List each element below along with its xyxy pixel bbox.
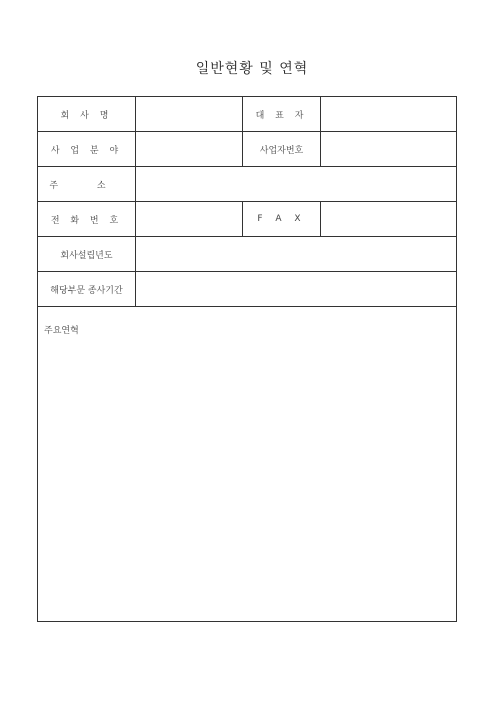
company-name-label: 회 사 명	[38, 97, 136, 132]
form-row-company	[38, 97, 457, 132]
business-field-field[interactable]	[136, 132, 243, 167]
form-row-address	[38, 167, 457, 202]
department-period-field[interactable]	[136, 272, 457, 307]
business-reg-no-label: 사업자번호	[243, 132, 321, 167]
fax-field[interactable]	[321, 202, 457, 237]
address-label: 주 소	[38, 167, 136, 202]
department-period-label: 해당부문 종사기간	[38, 272, 136, 307]
form-row-founding	[38, 237, 457, 272]
business-reg-no-field[interactable]	[321, 132, 457, 167]
document-title: 일반현황 및 연혁	[195, 61, 309, 77]
general-status-form	[37, 96, 457, 622]
form-row-department	[38, 272, 457, 307]
founding-year-field[interactable]	[136, 237, 457, 272]
founding-year-label: 회사설립년도	[38, 237, 136, 272]
business-field-label: 사 업 분 야	[38, 132, 136, 167]
phone-label: 전 화 번 호	[38, 202, 136, 237]
history-cell[interactable]	[38, 307, 457, 622]
representative-field[interactable]	[321, 97, 457, 132]
representative-label: 대 표 자	[243, 97, 321, 132]
company-name-field[interactable]	[136, 97, 243, 132]
form-row-business	[38, 132, 457, 167]
history-label: 주요연혁	[44, 326, 79, 336]
address-field[interactable]	[136, 167, 457, 202]
phone-field[interactable]	[136, 202, 243, 237]
form-row-phone	[38, 202, 457, 237]
form-row-history	[38, 307, 457, 622]
fax-label: F A X	[243, 202, 321, 237]
